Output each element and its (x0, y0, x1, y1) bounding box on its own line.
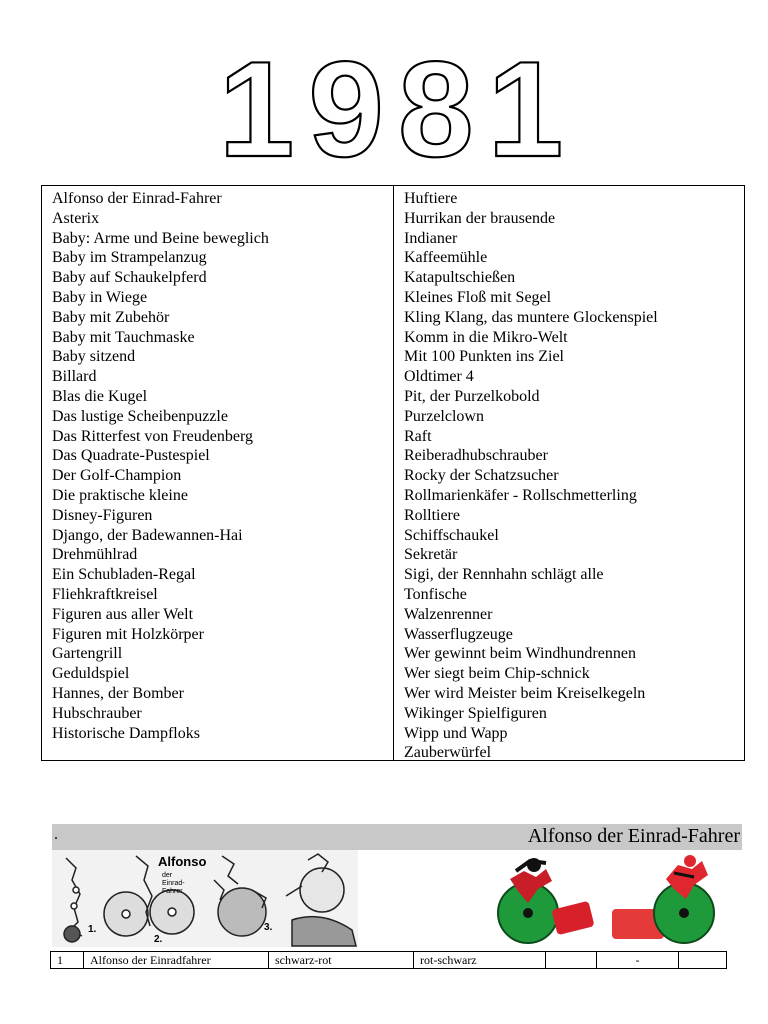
list-item: Kaffeemühle (404, 249, 488, 267)
figure-list-left-column (42, 186, 394, 760)
list-item: Ein Schubladen-Regal (52, 566, 196, 584)
list-item: Baby im Strampelanzug (52, 249, 207, 267)
section-heading-bar (52, 824, 742, 850)
step-number-2: 2. (154, 934, 163, 945)
list-item: Mit 100 Punkten ins Ziel (404, 348, 564, 366)
list-item: Historische Dampfloks (52, 724, 200, 742)
instruction-leaflet-image (52, 850, 358, 947)
list-item: Indianer (404, 229, 458, 247)
list-item: Baby sitzend (52, 348, 136, 366)
list-item: Das Ritterfest von Freudenberg (52, 427, 253, 445)
detail-color-1-cell: schwarz-rot (269, 952, 414, 968)
list-item: Rocky der Schatzsucher (404, 467, 559, 485)
list-item: Der Golf-Champion (52, 467, 182, 485)
list-item: Baby in Wiege (52, 288, 148, 306)
list-item: Baby: Arme und Beine beweglich (52, 229, 269, 247)
list-item: Django, der Badewannen-Hai (52, 526, 243, 544)
list-item: Hubschrauber (52, 704, 142, 722)
leaflet-subtitle-line-2: Einrad- (162, 880, 185, 887)
leaflet-subtitle-line-3: Fahrer (162, 888, 183, 895)
list-item: Wer wird Meister beim Kreiselkegeln (404, 684, 646, 702)
list-item: Raft (404, 427, 432, 445)
list-item: Zauberwürfel (404, 744, 492, 762)
list-item: Hannes, der Bomber (52, 684, 184, 702)
list-item: Geduldspiel (52, 665, 130, 683)
list-item: Wasserflugzeuge (404, 625, 513, 643)
list-item: Komm in die Mikro-Welt (404, 328, 568, 346)
detail-color-2-cell: rot-schwarz (414, 952, 546, 968)
list-item: Rolltiere (404, 506, 460, 524)
list-item: Das Quadrate-Pustespiel (52, 447, 210, 465)
figure-list-table (41, 185, 745, 761)
list-item: Wer gewinnt beim Windhundrennen (404, 645, 636, 663)
list-item: Oldtimer 4 (404, 368, 474, 386)
toy-photos (488, 853, 724, 948)
detail-dash-text: - (635, 953, 640, 967)
detail-empty-cell-2 (679, 952, 726, 968)
list-item: Wikinger Spielfiguren (404, 704, 547, 722)
toy-photo-2 (612, 855, 714, 943)
list-item: Wer siegt beim Chip-schnick (404, 665, 590, 683)
list-item: Pit, der Purzelkobold (404, 387, 540, 405)
list-item: Wipp und Wapp (404, 724, 508, 742)
list-item: Baby mit Zubehör (52, 308, 170, 326)
list-item: Schiffschaukel (404, 526, 499, 544)
list-item: Baby mit Tauchmaske (52, 328, 195, 346)
list-item: Asterix (52, 209, 100, 227)
leaflet-subtitle-line-1: der (162, 872, 173, 879)
list-item: Die praktische kleine (52, 486, 188, 504)
step-number-3: 3. (264, 922, 273, 933)
section-marker: . (54, 826, 58, 843)
list-item: Katapultschießen (404, 269, 516, 287)
detail-dash-cell (597, 952, 679, 968)
section-title: Alfonso der Einrad-Fahrer (527, 825, 740, 847)
list-item: Walzenrenner (404, 605, 493, 623)
list-item: Baby auf Schaukelpferd (52, 269, 207, 287)
list-item: Alfonso der Einrad-Fahrer (52, 190, 222, 207)
list-item: Sigi, der Rennhahn schlägt alle (404, 566, 604, 584)
detail-table (50, 951, 727, 969)
year-text: 1981 (218, 52, 578, 172)
list-item: Rollmarienkäfer - Rollschmetterling (404, 486, 637, 504)
list-item: Fliehkraftkreisel (52, 585, 158, 603)
list-item: Purzelclown (404, 407, 484, 425)
list-item: Tonfische (404, 585, 467, 603)
list-item: Gartengrill (52, 645, 123, 663)
detail-name-cell: Alfonso der Einradfahrer (84, 952, 269, 968)
list-item: Reiberadhubschrauber (404, 447, 548, 465)
list-item: Billard (52, 368, 97, 386)
list-item: Disney-Figuren (52, 506, 153, 524)
detail-empty-cell-1 (546, 952, 597, 968)
figure-list-right-column (394, 186, 744, 760)
leaflet-brand: Alfonso (158, 854, 207, 869)
list-item: Hurrikan der brausende (404, 209, 556, 227)
list-item: Blas die Kugel (52, 387, 148, 405)
list-item: Figuren aus aller Welt (52, 605, 194, 623)
list-item: Das lustige Scheibenpuzzle (52, 407, 228, 425)
list-item: Figuren mit Holzkörper (52, 625, 204, 643)
year-heading (0, 52, 768, 172)
list-item: Huftiere (404, 190, 458, 207)
list-item: Drehmühlrad (52, 546, 138, 564)
detail-number-cell: 1 (51, 952, 84, 968)
step-number-1: 1. (88, 924, 97, 935)
list-item: Sekretär (404, 546, 458, 564)
toy-photo-1 (498, 858, 595, 943)
list-item: Kling Klang, das muntere Glockenspiel (404, 308, 658, 326)
list-item: Kleines Floß mit Segel (404, 288, 552, 306)
